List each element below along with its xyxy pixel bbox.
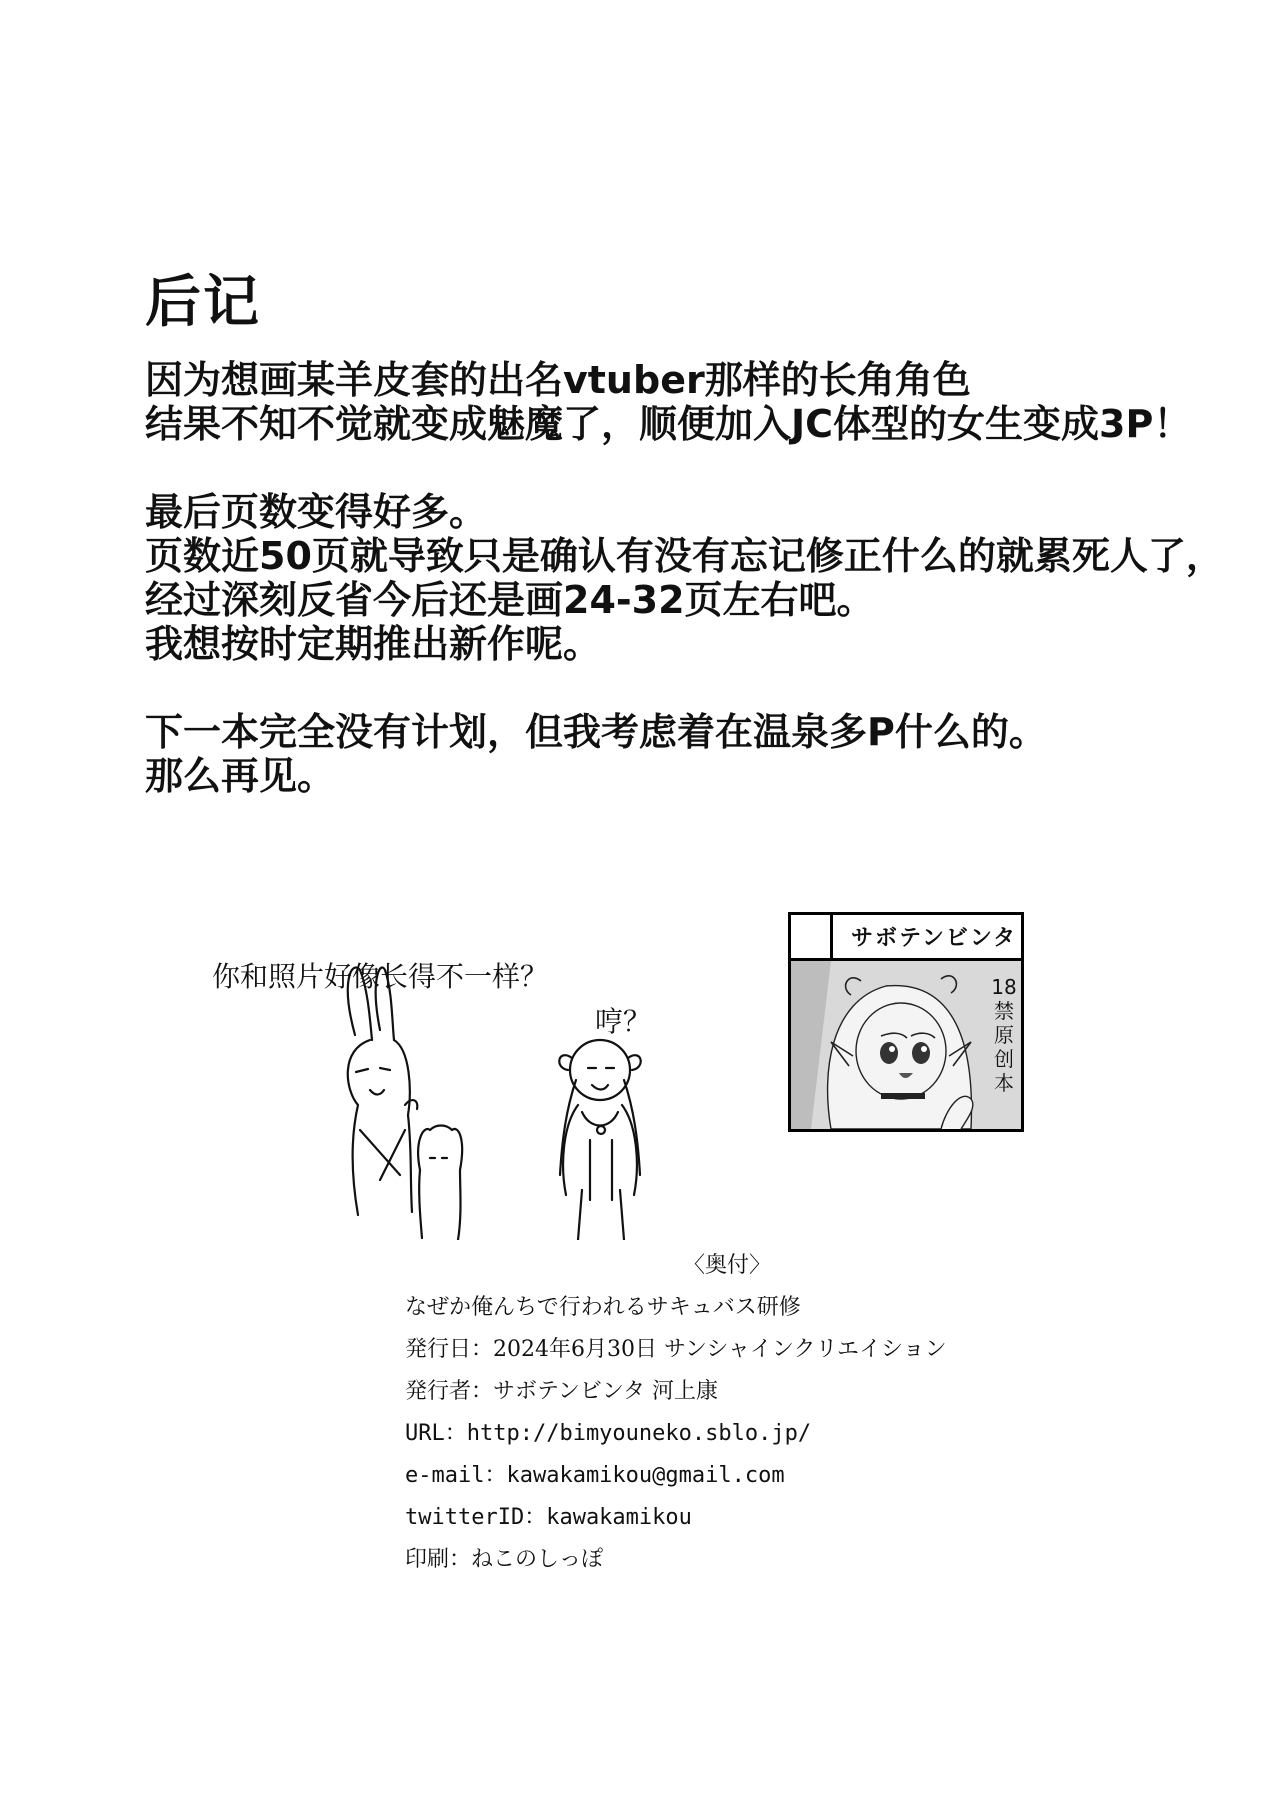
afterword-line: 因为想画某羊皮套的出名vtuber那样的长角角色 xyxy=(145,358,971,402)
afterword-line: 结果不知不觉就变成魅魔了，顺便加入JC体型的女生变成3P！ xyxy=(145,402,1192,446)
twitter-id: twitterID：kawakamikou xyxy=(405,1505,692,1530)
sketch-reply-text: 哼？ xyxy=(595,1005,652,1038)
afterword-line: 经过深刻反省今后还是画24-32页左右吧。 xyxy=(145,578,875,622)
website-url: URL：http://bimyouneko.sblo.jp/ xyxy=(405,1421,812,1446)
publish-date: 発行日：2024年6月30日 サンシャインクリエイション xyxy=(405,1337,947,1362)
rating-age: 18 xyxy=(991,975,1017,999)
afterword-body xyxy=(145,358,1235,798)
afterword-line: 最后页数变得好多。 xyxy=(145,490,488,534)
afterword-title: 后记 xyxy=(145,270,261,335)
circle-name: サボテンビンタ xyxy=(851,926,1018,951)
character-illustration xyxy=(791,961,1021,1129)
printer: 印刷：ねこのしっぽ xyxy=(405,1547,604,1572)
afterword-line: 我想按时定期推出新作呢。 xyxy=(145,622,602,666)
afterword-line: 下一本完全没有计划，但我考虑着在温泉多P什么的。 xyxy=(145,710,1047,754)
email-address: e-mail：kawakamikou@gmail.com xyxy=(405,1463,785,1488)
circle-cut xyxy=(788,912,1024,1132)
rating-char: 本 xyxy=(994,1071,1014,1095)
afterword-line: 页数近50页就导致只是确认有没有忘记修正什么的就累死人了， xyxy=(145,534,1224,578)
circle-cut-space-box xyxy=(791,915,833,958)
rating-char: 原 xyxy=(994,1023,1014,1047)
rating-label xyxy=(991,975,1017,1095)
sketch-question-text: 你和照片好像长得不一样？ xyxy=(212,960,549,993)
book-title: なぜか俺んちで行われるサキュバス研修 xyxy=(405,1295,801,1320)
publisher: 発行者：サボテンビンタ 河上康 xyxy=(405,1379,719,1404)
colophon-heading: 〈奥付〉 xyxy=(683,1253,772,1278)
circle-cut-header xyxy=(791,915,1021,961)
afterword-line: 那么再见。 xyxy=(145,754,336,798)
author-doodle-illustration xyxy=(180,940,700,1240)
rating-char: 创 xyxy=(994,1047,1014,1071)
rating-char: 禁 xyxy=(994,999,1014,1023)
